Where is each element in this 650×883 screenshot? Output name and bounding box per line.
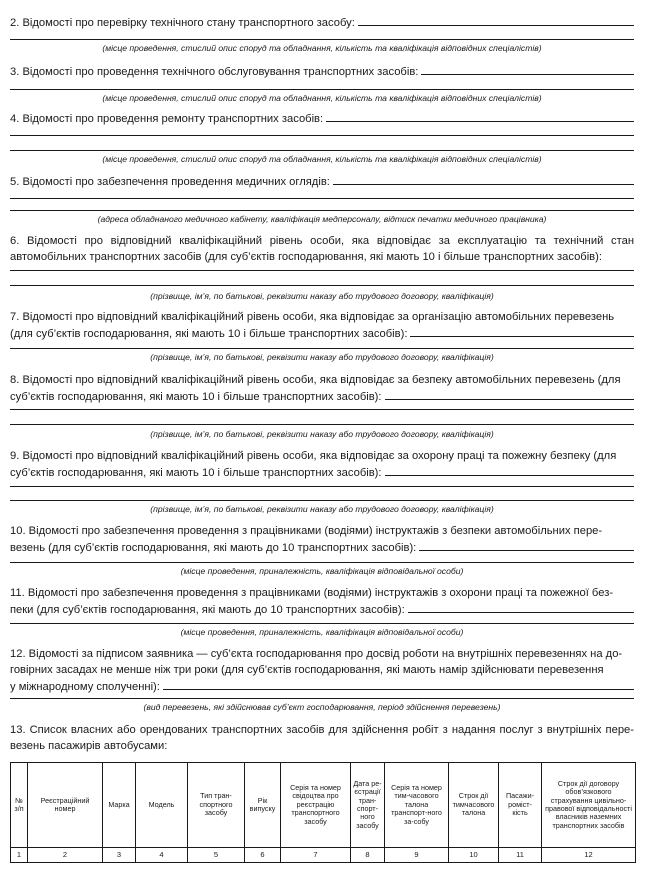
section-4-blank-line-2[interactable] xyxy=(10,150,634,151)
table-cell: 10 xyxy=(449,848,499,863)
section-5-input-line[interactable] xyxy=(333,173,634,185)
col-header-registration-number: Реєстраційний номер xyxy=(28,763,103,848)
col-header-brand: Марка xyxy=(103,763,136,848)
section-8-line-2: суб’єктів господарювання, які мають 10 і більше транспортних засобів): xyxy=(10,391,382,403)
table-cell: 11 xyxy=(499,848,542,863)
section-8-blank-line-1[interactable] xyxy=(10,409,634,410)
section-2-title: 2. Відомості про перевірку технічного стану транспортного засобу: xyxy=(10,17,355,29)
col-header-coupon-validity: Строк дії тимчасового талона xyxy=(449,763,499,848)
section-4-blank-line-1[interactable] xyxy=(10,135,634,136)
section-5-blank-line-1[interactable] xyxy=(10,198,634,199)
section-12-note: (вид перевезень, які здійснював суб’єкт господарювання, період здійснення перевезень) xyxy=(143,702,501,712)
table-cell: 6 xyxy=(245,848,281,863)
section-7-note: (прізвище, ім’я, по батькові, реквізити наказу або трудового договору, кваліфікація) xyxy=(150,352,494,362)
section-11 xyxy=(10,585,634,618)
section-9-blank-line-1[interactable] xyxy=(10,486,634,487)
section-13 xyxy=(10,722,634,754)
col-header-model: Модель xyxy=(136,763,188,848)
section-2-note: (місце проведення, стислий опис споруд та обладнання, кількість та кваліфікація відповідних спеціалістів) xyxy=(102,43,542,53)
section-9-input-line[interactable] xyxy=(385,464,635,476)
section-11-blank-line[interactable] xyxy=(10,623,634,624)
section-4-title: 4. Відомості про проведення ремонту транспортних засобів: xyxy=(10,113,324,125)
section-3 xyxy=(10,63,634,80)
section-7 xyxy=(10,309,634,342)
col-header-temporary-coupon: Серія та номер тим-часового талона транспорт-ного за-собу xyxy=(385,763,449,848)
section-2 xyxy=(10,14,634,31)
vehicle-table xyxy=(10,762,636,863)
section-7-line-2: (для суб’єктів господарювання, які мають 10 і більше транспортних засобів): xyxy=(10,328,408,340)
section-11-input-line[interactable] xyxy=(408,601,634,613)
col-header-number: № з/п xyxy=(11,763,28,848)
section-11-line-1: 11. Відомості про забезпечення проведення з працівниками (водіями) інструктажів з охорони праці та пожежної без- xyxy=(10,587,614,599)
section-4-note: (місце проведення, стислий опис споруд та обладнання, кількість та кваліфікація відповідних спеціалістів) xyxy=(102,154,542,164)
section-9 xyxy=(10,448,634,481)
table-cell: 2 xyxy=(28,848,103,863)
section-6-blank-line-1[interactable] xyxy=(10,270,634,271)
section-10-input-line[interactable] xyxy=(419,539,634,551)
table-cell: 3 xyxy=(103,848,136,863)
section-9-line-2: суб’єктів господарювання, які мають 10 і більше транспортних засобів): xyxy=(10,467,382,479)
section-12-input-line[interactable] xyxy=(163,678,634,690)
section-4-input-line[interactable] xyxy=(326,110,634,122)
section-11-note: (місце проведення, приналежність, кваліфікація відповідальної особи) xyxy=(180,627,464,637)
col-header-vehicle-type: Тип тран-спортного засобу xyxy=(188,763,245,848)
col-header-year: Рік випуску xyxy=(245,763,281,848)
table-cell: 9 xyxy=(385,848,449,863)
table-cell: 12 xyxy=(542,848,636,863)
section-9-blank-line-2[interactable] xyxy=(10,500,634,501)
section-3-blank-line[interactable] xyxy=(10,89,634,90)
section-3-title: 3. Відомості про проведення технічного обслуговування транспортних засобів: xyxy=(10,66,419,78)
col-header-registration-certificate: Серія та номер свідоцтва про реєстрацію транспортного засобу xyxy=(281,763,351,848)
section-7-blank-line[interactable] xyxy=(10,348,634,349)
col-header-passenger-capacity: Пасажи-роміст-кість xyxy=(499,763,542,848)
section-6-blank-line-2[interactable] xyxy=(10,285,634,286)
table-cell: 4 xyxy=(136,848,188,863)
section-8-blank-line-2[interactable] xyxy=(10,424,634,425)
section-8-line-1: 8. Відомості про відповідний кваліфікаційний рівень особи, яка відповідає за безпеку автомобільних перевезень (для xyxy=(10,374,621,386)
section-9-note: (прізвище, ім’я, по батькові, реквізити наказу або трудового договору, кваліфікація) xyxy=(150,504,494,514)
section-6 xyxy=(10,233,634,265)
section-7-line-1: 7. Відомості про відповідний кваліфікаційний рівень особи, яка відповідає за організацію автомобільних перевезень xyxy=(10,311,615,323)
col-header-insurance-term: Строк дії договору обов’язкового страхування цивільно-правової відповідальності власників наземних транспортних засобів xyxy=(542,763,636,848)
section-12-blank-line[interactable] xyxy=(10,698,634,699)
section-6-text: 6. Відомості про відповідний кваліфікаційний рівень особи, яка відповідає за експлуатацію та технічний стан автомобільних транспортних засобів (для суб’єктів господарювання, які мають 10 і більше транспортних засобів): xyxy=(10,235,634,263)
section-7-input-line[interactable] xyxy=(410,325,634,337)
table-cell: 8 xyxy=(351,848,385,863)
section-2-input-line[interactable] xyxy=(358,14,634,26)
section-4 xyxy=(10,110,634,127)
table-cell: 5 xyxy=(188,848,245,863)
section-8-note: (прізвище, ім’я, по батькові, реквізити наказу або трудового договору, кваліфікація) xyxy=(150,429,494,439)
section-5 xyxy=(10,173,634,190)
section-8 xyxy=(10,372,634,405)
section-3-note: (місце проведення, стислий опис споруд та обладнання, кількість та кваліфікація відповідних спеціалістів) xyxy=(102,93,542,103)
section-12-line-1: 12. Відомості за підписом заявника — суб’єкта господарювання про досвід роботи на внутрішніх перевезеннях на до- xyxy=(10,648,623,660)
section-10-blank-line[interactable] xyxy=(10,562,634,563)
col-header-registration-date: Дата ре-єстрації тран-спорт-ного засобу xyxy=(351,763,385,848)
section-3-input-line[interactable] xyxy=(421,63,634,75)
section-5-title: 5. Відомості про забезпечення проведення медичних оглядів: xyxy=(10,176,330,188)
section-12-line-2: говірних засадах не менше ніж три роки (для суб’єктів господарювання, які мають намір здійснювати перевезення xyxy=(10,664,604,676)
section-8-input-line[interactable] xyxy=(385,388,635,400)
table-cell: 7 xyxy=(281,848,351,863)
section-5-blank-line-2[interactable] xyxy=(10,210,634,211)
table-cell: 1 xyxy=(11,848,28,863)
section-11-line-2: пеки (для суб’єктів господарювання, які мають до 10 транспортних засобів): xyxy=(10,604,405,616)
section-10-line-2: везень (для суб’єктів господарювання, які мають до 10 транспортних засобів): xyxy=(10,542,417,554)
vehicle-table-header-row xyxy=(11,763,636,848)
section-10-line-1: 10. Відомості про забезпечення проведення з працівниками (водіями) інструктажів з безпеки автомобільних пере- xyxy=(10,525,603,537)
section-2-blank-line[interactable] xyxy=(10,39,634,40)
section-10-note: (місце проведення, приналежність, кваліфікація відповідальної особи) xyxy=(180,566,464,576)
section-5-note: (адреса обладнаного медичного кабінету, кваліфікація медперсоналу, відтиск печатки медичного працівника) xyxy=(97,214,547,224)
section-12 xyxy=(10,646,634,695)
section-12-line-3: у міжнародному сполученні): xyxy=(10,681,160,693)
section-10 xyxy=(10,523,634,556)
section-13-text: 13. Список власних або орендованих транспортних засобів для здійснення робіт з надання послуг з внутрішніх пере-везень пасажирів автобусами: xyxy=(10,724,634,752)
section-9-line-1: 9. Відомості про відповідний кваліфікаційний рівень особи, яка відповідає за охорону праці та пожежну безпеку (для xyxy=(10,450,617,462)
vehicle-table-number-row xyxy=(11,848,636,863)
section-6-note: (прізвище, ім’я, по батькові, реквізити наказу або трудового договору, кваліфікація) xyxy=(150,291,494,301)
